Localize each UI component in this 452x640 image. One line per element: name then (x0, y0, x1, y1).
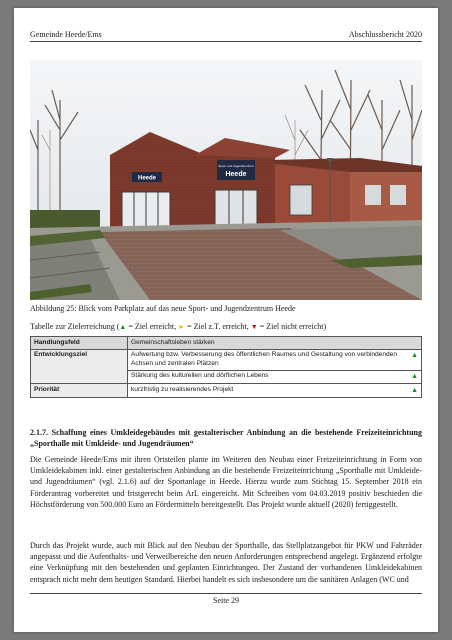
document-page (14, 8, 438, 632)
paragraph-1: Die Gemeinde Heede/Ems mit ihren Ortsteilen plante im Weiteren den Neubau einer Freizeiteinrichtung in Form von Umkleidekabinen inkl. einer gestalterischen Anbindung an die bestehende Freizeiteinrichtung „Sporthalle mit Umkleide- und Jugendräumen“ (vgl. 2.1.6) auf der Sportanlage in Heede. Hierzu wurde zum Stichtag 15. September 2018 ein Förderantrag vorbereitet und fristgerecht beim ArL eingereicht. Mit Schreiben vom 04.03.2019 positiv beschieden die Höchstförderung von 500.000 Euro an Fördermitteln bereitgestellt. Das Projekt wurde aktuell (2020) fertiggestellt. (30, 455, 422, 509)
goal-item-1 (131, 351, 418, 369)
cell-priority (128, 384, 422, 397)
cell-label-field: Handlungsfeld (31, 337, 128, 350)
table-title (30, 322, 422, 331)
cell-value-field: Gemeinschaftsleben stärken (128, 337, 422, 350)
figure-caption: Abbildung 25: Blick vom Parkplatz auf das neue Sport- und Jugendzentrum Heede (30, 304, 296, 313)
priority-text: kurzfristig zu realisierendes Projekt (131, 385, 234, 393)
goal-achievement-table (30, 336, 422, 398)
cell-label-priority: Priorität (31, 384, 128, 397)
status-up-icon: ▲ (411, 352, 418, 360)
triangle-up-icon: ▲ (119, 323, 127, 331)
paragraph-2: Durch das Projekt wurde, auch mit Blick auf den Neubau der Sporthalle, das Stellplatzangebot für PKW und Fahrräder angepasst und die Aufenthalts- und Verweilbereiche den neuen Anforderungen entsprechend angelegt. Ergänzend erfolgte eine Verknüpfung mit den bestehenden und geplanten Einrichtungen. Der Zustand der vorhandenen Umkleidekabinen entsprach nicht mehr dem heutigen Standard. Hierbei handelt es sich insbesondere um die sanitären Anlagen (WC und (30, 541, 422, 584)
sign-top: Sport- und Jugendzentrum (218, 164, 254, 168)
section-title: Schaffung eines Umkleidegebäudes mit gestalterischer Anbindung an die bestehende Freizeiteinrichtung „Sporthalle mit Umkleide- und Jugendräumen“ (30, 428, 422, 449)
goal-item-1-text: Aufwertung bzw. Verbesserung des öffentlichen Raumes und Gestaltung von verbindenden Achsen und zentralen Plätzen (131, 351, 397, 368)
triangle-right-icon: ► (178, 323, 186, 331)
table-row (31, 337, 422, 350)
page-header (30, 30, 422, 42)
status-up-icon: ▲ (411, 386, 418, 394)
cell-label-goal: Entwicklungsziel (31, 349, 128, 383)
status-up-icon: ▲ (411, 373, 418, 381)
legend-down-text: = Ziel nicht erreicht) (257, 322, 327, 331)
goal-item-2 (128, 370, 421, 381)
section-heading (30, 427, 422, 449)
legend-up-text: = Ziel erreicht, (126, 322, 179, 331)
legend-partial-text: = Ziel z.T. erreicht, (185, 322, 251, 331)
table-row (31, 349, 422, 383)
goal-item-2-text: Stärkung des kulturellen und dörflichen Lebens (131, 372, 269, 380)
sports-center-photo (30, 60, 422, 300)
header-right: Abschlussbericht 2020 (348, 30, 422, 39)
table-title-prefix: Tabelle zur Zielerreichung ( (30, 322, 120, 331)
sign-small: Heede (137, 175, 157, 182)
page-footer: Seite 29 (30, 593, 422, 605)
sign-name: Heede (225, 171, 247, 178)
table-row (31, 384, 422, 397)
triangle-down-icon: ▼ (250, 323, 258, 331)
cell-goal-items (128, 349, 422, 383)
section-number: 2.1.7. (30, 428, 48, 437)
header-left: Gemeinde Heede/Ems (30, 30, 102, 39)
